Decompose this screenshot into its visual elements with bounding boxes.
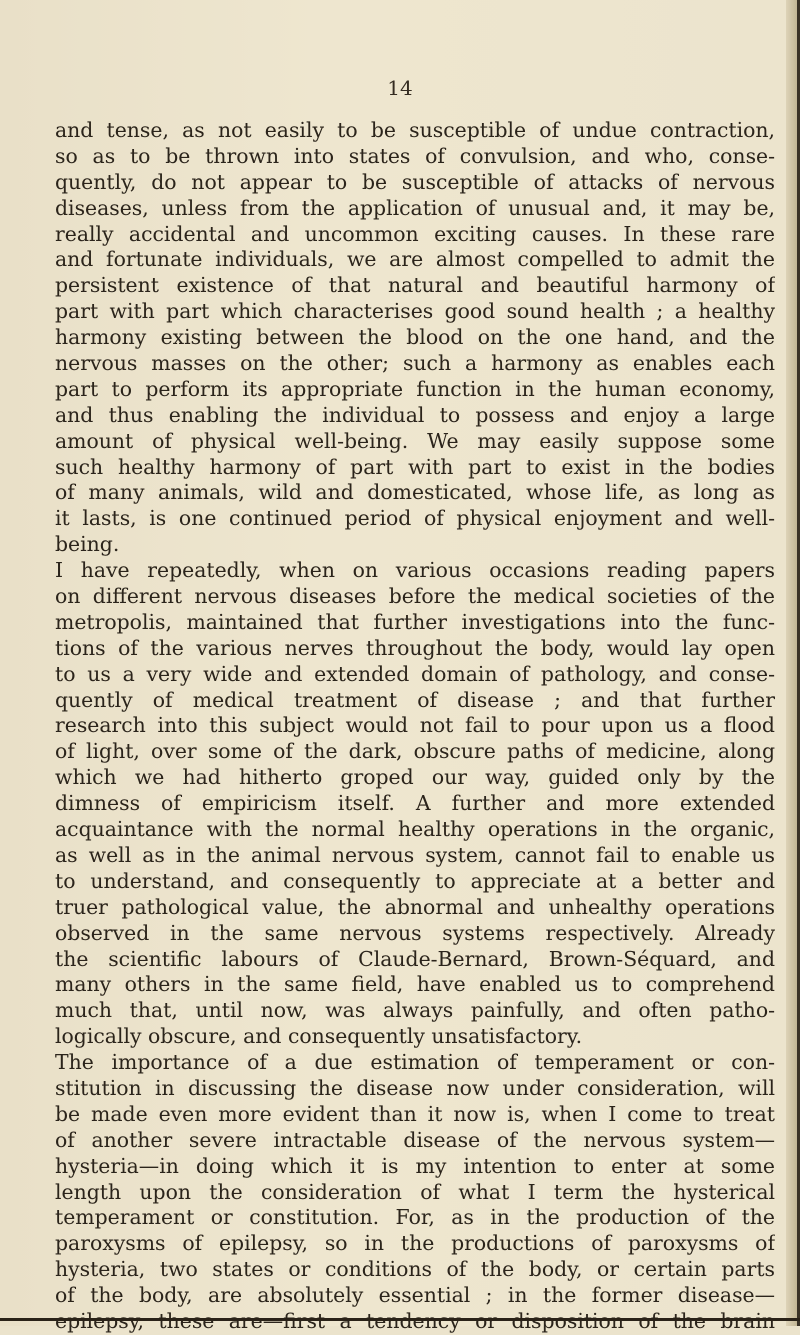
text-line: amount of physical well-being. We may easily suppose some [55, 428, 775, 453]
text-line: which we had hitherto groped our way, guided only by the [55, 765, 775, 790]
text-line: of the body, are absolutely essential ; in the former disease— [55, 1283, 775, 1308]
text-line: nervous masses on the other; such a harmony as enables each [55, 351, 775, 376]
text-line: being. [55, 532, 120, 557]
text-line: I have repeatedly, when on various occasions reading papers [55, 558, 775, 583]
text-line: of another severe intractable disease of the nervous system— [55, 1127, 775, 1152]
text-line: and tense, as not easily to be susceptible of undue contraction, [55, 118, 775, 142]
text-line: persistent existence of that natural and beautiful harmony of [55, 273, 775, 298]
text-line: dimness of empiricism itself. A further and more extended [55, 791, 775, 816]
text-line: quently of medical treatment of disease ; and that further [55, 687, 775, 712]
text-line: diseases, unless from the application of unusual and, it may be, [55, 195, 775, 220]
text-line: much that, until now, was always painfully, and often patho- [55, 998, 775, 1023]
text-line: acquaintance with the normal healthy operations in the organic, [55, 817, 775, 842]
text-line: stitution in discussing the disease now under consideration, will [55, 1075, 775, 1100]
bottom-border [0, 1318, 800, 1321]
text-line: observed in the same nervous systems respectively. Already [55, 920, 775, 945]
text-line: of light, over some of the dark, obscure paths of medicine, along [55, 739, 775, 764]
text-line: and fortunate individuals, we are almost compelled to admit the [55, 247, 775, 272]
body-text [55, 118, 775, 1335]
text-line: part to perform its appropriate function in the human economy, [55, 376, 775, 401]
text-line: many others in the same field, have enabled us to comprehend [55, 972, 775, 997]
text-line: metropolis, maintained that further investigations into the func- [55, 609, 775, 634]
text-line: really accidental and uncommon exciting causes. In these rare [55, 221, 775, 246]
text-line: part with part which characterises good sound health ; a healthy [55, 299, 775, 324]
text-line: so as to be thrown into states of convulsion, and who, conse- [55, 143, 775, 168]
text-line: harmony existing between the blood on the one hand, and the [55, 325, 775, 350]
text-line: The importance of a due estimation of temperament or con- [55, 1050, 775, 1075]
page-number: 14 [387, 76, 413, 100]
text-line: and thus enabling the individual to possess and enjoy a large [55, 402, 775, 427]
text-line: truer pathological value, the abnormal and unhealthy operations [55, 894, 775, 919]
text-line [55, 1309, 775, 1335]
text-line: logically obscure, and consequently unsatisfactory. [55, 1024, 583, 1049]
text-line: hysteria—in doing which it is my intention to enter at some [55, 1153, 775, 1178]
text-line: temperament or constitution. For, as in the production of the [55, 1205, 775, 1230]
text-line: tions of the various nerves throughout the body, would lay open [55, 635, 775, 660]
text-line: paroxysms of epilepsy, so in the productions of paroxysms of [55, 1231, 775, 1256]
text-line: to us a very wide and extended domain of pathology, and conse- [55, 661, 775, 686]
text-line: length upon the consideration of what I term the hysterical [55, 1179, 775, 1204]
text-line: hysteria, two states or conditions of the body, or certain parts [55, 1257, 775, 1282]
text-line: research into this subject would not fail to pour upon us a flood [55, 713, 775, 738]
text-line: be made even more evident than it now is, when I come to treat [55, 1101, 775, 1126]
text-line: it lasts, is one continued period of physical enjoyment and well- [55, 506, 775, 531]
text-line: to understand, and consequently to appreciate at a better and [55, 868, 775, 893]
text-line: of many animals, wild and domesticated, whose life, as long as [55, 480, 775, 505]
text-line: as well as in the animal nervous system, cannot fail to enable us [55, 842, 775, 867]
text-line: such healthy harmony of part with part to exist in the bodies [55, 454, 775, 479]
text-line: quently, do not appear to be susceptible of attacks of nervous [55, 169, 775, 194]
text-line: the scientific labours of Claude-Bernard, Brown-Séquard, and [55, 946, 775, 971]
text-line: on different nervous diseases before the medical societies of the [55, 584, 775, 609]
